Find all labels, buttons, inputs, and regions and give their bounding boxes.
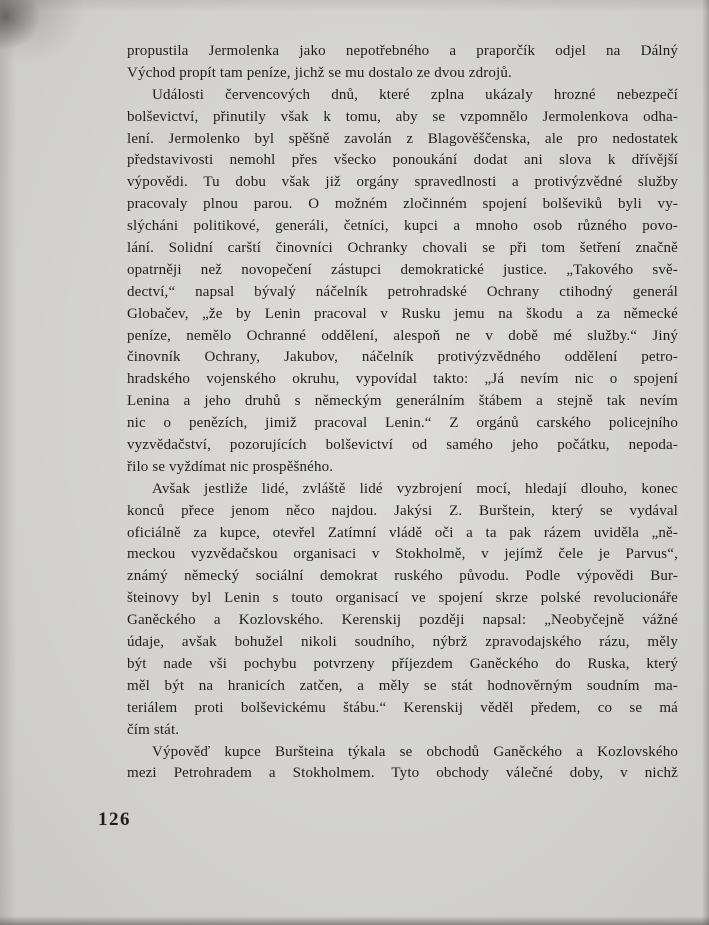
page-number: 126	[98, 809, 131, 830]
text-line: Východ propít tam peníze, jichž se mu dostalo ze dvou zdrojů.	[127, 64, 512, 81]
text-line: Ganěckého a Kozlovského. Kerenskij později napsal: „Neobyčejně vážné	[127, 612, 678, 629]
text-line: šteinovy byl Lenin s touto organisací ve spojení skrze polské revolucionáře	[127, 590, 678, 607]
text-line: známý německý sociální demokrat ruského původu. Podle výpovědi Bur-	[127, 568, 678, 585]
text-line: činovník Ochrany, Jakubov, náčelník protivýzvědného oddělení petro-	[127, 349, 678, 366]
text-line: slýcháni politikové, generáli, četníci, kupci a mnoho osob různého povo-	[127, 218, 678, 235]
text-line: konců přece jenom něco najdou. Jakýsi Z. Burštein, který se vydával	[127, 502, 678, 519]
text-line: oficiálně za kupce, otevřel Zatímní vládě oči a ta pak rázem uviděla „ně-	[127, 524, 678, 541]
text-line: představivosti nemohl přes všecko ponoukání dodat ani slova k dřívější	[127, 152, 678, 169]
text-line: peníze, nemělo Ochranné oddělení, alespoň ne v době mé služby.“ Jiný	[127, 327, 678, 344]
text-line: propustila Jermolenka jako nepotřebného a praporčík odjel na Dálný	[127, 43, 678, 59]
text-line: bolševictví, přinutily však k tomu, aby se vzpomnělo Jermolenkova odha-	[127, 108, 678, 125]
text-line: údaje, avšak bohužel nikoli soudního, nýbrž zpravodajského rázu, měly	[127, 634, 678, 651]
text-line: nic o penězích, jimiž pracoval Lenin.“ Z orgánů carského policejního	[127, 415, 678, 432]
text-line: teriálem proti bolševickému štábu.“ Kerenskij věděl předem, co se má	[127, 699, 678, 716]
text-line: výpovědi. Tu dobu však již orgány spravedlnosti a protivýzvědné služby	[127, 174, 678, 191]
text-line: dectví,“ napsal bývalý náčelník petrohradské Ochrany ctihodný generál	[127, 283, 678, 300]
text-line: vyzvědačství, pozorujících bolševictví od samého jeho počátku, nepoda-	[127, 437, 678, 454]
page-text-block	[127, 41, 678, 785]
text-line: Lenina a jeho druhů s německým generálním štábem a stejně tak nevím	[127, 393, 678, 410]
text-line: opatrněji než novopečení zástupci demokratické justice. „Takového svě-	[127, 261, 678, 278]
text-line: čím stát.	[127, 721, 180, 738]
text-line: řilo se vyždímat nic prospěšného.	[127, 458, 334, 475]
text-line: Avšak jestliže lidé, zvláště lidé vyzbrojení mocí, hledají dlouho, konec	[152, 480, 678, 497]
text-line: Události červencových dnů, které zplna ukázaly hrozné nebezpečí	[152, 86, 678, 103]
text-line: lání. Solidní carští činovníci Ochranky chovali se při tom šetření značně	[127, 240, 678, 257]
text-line: Výpověď kupce Buršteina týkala se obchodů Ganěckého a Kozlovského	[152, 743, 678, 760]
text-line: hradského vojenského okruhu, vypovídal takto: „Já nevím nic o spojení	[127, 371, 678, 388]
text-line: mezi Petrohradem a Stokholmem. Tyto obchody válečné doby, v nichž	[127, 765, 678, 782]
text-line: pracovaly plnou parou. O možném zločinném spojení bolševiků byli vy-	[127, 196, 678, 213]
text-line: být nade vši pochybu potvrzeny příjezdem Ganěckého do Ruska, který	[127, 655, 678, 672]
text-line: Globačev, „že by Lenin pracoval v Rusku jemu na škodu a za německé	[127, 305, 678, 322]
text-line: meckou vyzvědačskou organisaci v Stokholmě, v jejímž čele je Parvus“,	[127, 546, 678, 563]
text-line: lení. Jermolenko byl spěšně zavolán z Blagověščenska, ale pro nedostatek	[127, 130, 678, 147]
text-line: měl být na hranicích zatčen, a měly se stát hodnověrným soudním ma-	[127, 677, 678, 694]
